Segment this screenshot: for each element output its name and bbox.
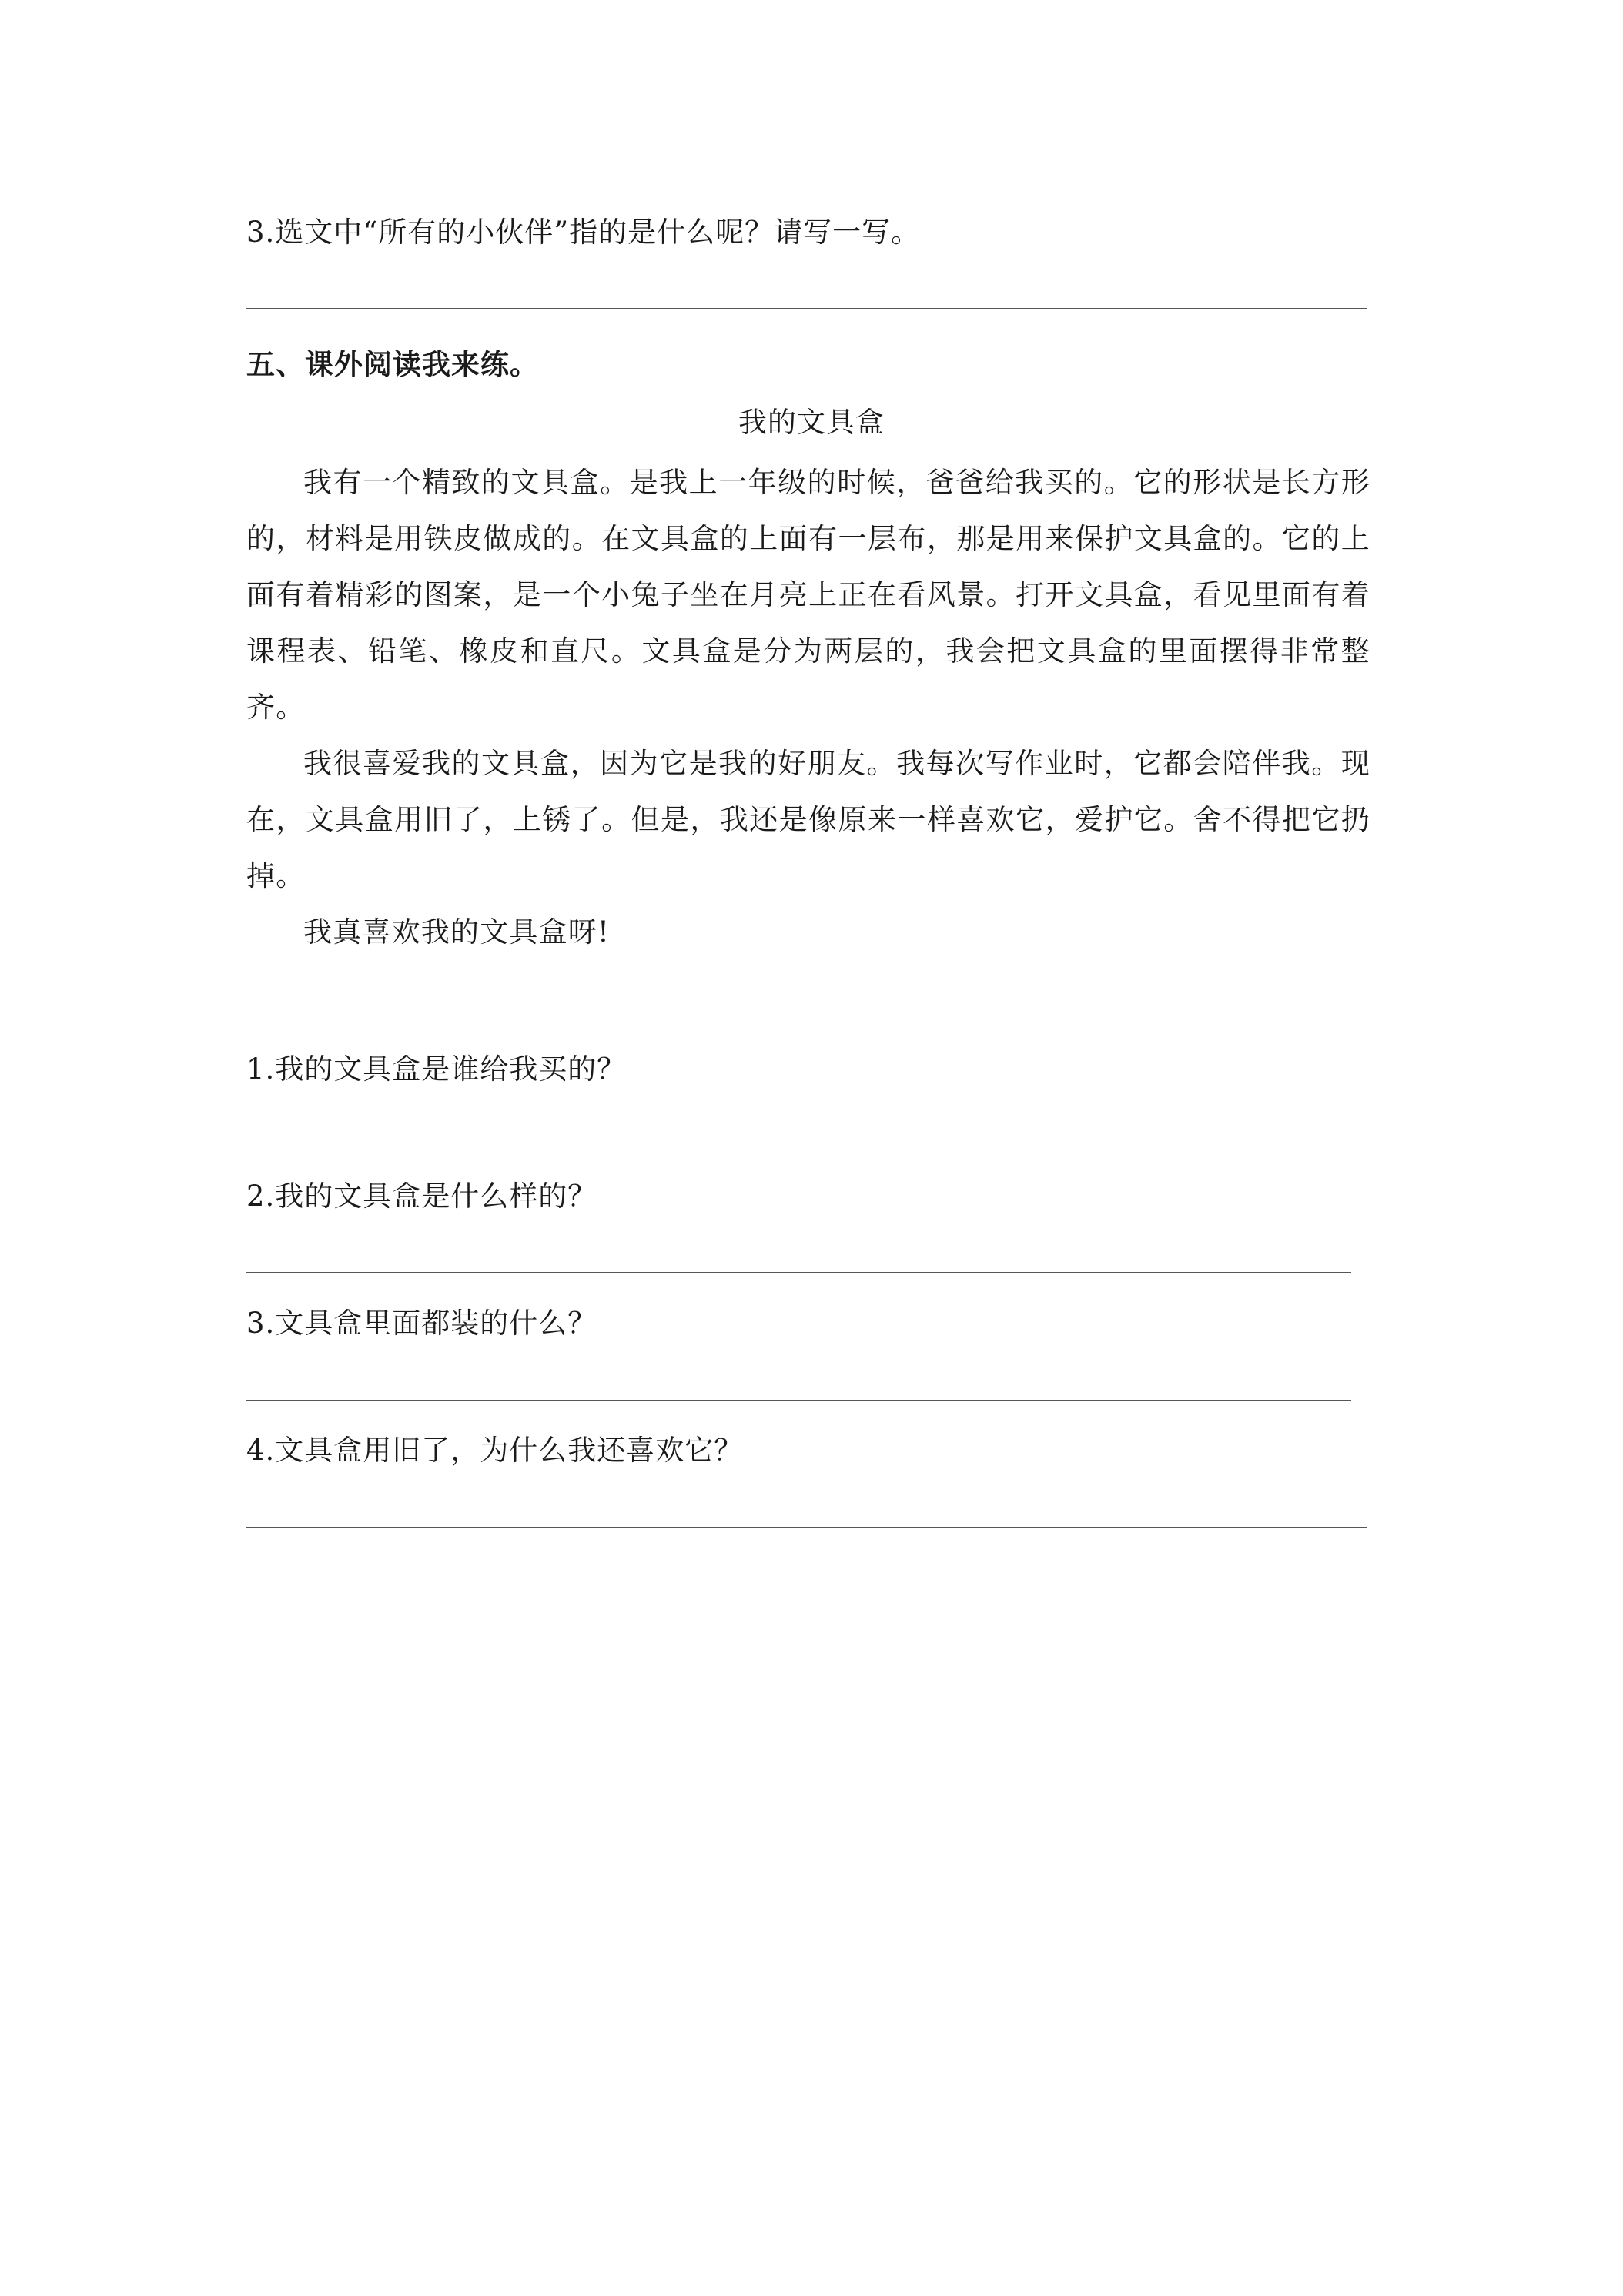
passage-paragraph-3: 我真喜欢我的文具盒呀! — [303, 915, 611, 949]
question-3: 3.文具盒里面都装的什么？ — [246, 1307, 597, 1340]
question-2: 2.我的文具盒是什么样的？ — [246, 1180, 597, 1213]
section-heading: 五、课外阅读我来练。 — [246, 348, 539, 381]
question-1: 1.我的文具盒是谁给我买的？ — [246, 1053, 627, 1086]
passage-title: 我的文具盒 — [738, 406, 885, 439]
answer-line-prev-q3[interactable] — [246, 308, 1367, 309]
answer-line-q2[interactable] — [246, 1272, 1351, 1273]
passage-paragraph-1: 我有一个精致的文具盒。是我上一年级的时候，爸爸给我买的。它的形状是长方形的，材料是用铁皮做成的。在文具盒的上面有一层布，那是用来保护文具盒的。它的上面有着精彩的图案，是一个小兔子坐在月亮上正在看风景。打开文具盒，看见里面有着课程表、铅笔、橡皮和直尺。文具盒是分为两层的，我会把文具盒的里面摆得非常整齐。 — [246, 466, 1370, 724]
question-4: 4.文具盒用旧了，为什么我还喜欢它？ — [246, 1434, 744, 1467]
passage-paragraph-2: 我很喜爱我的文具盒，因为它是我的好朋友。我每次写作业时，它都会陪伴我。现在，文具盒用旧了，上锈了。但是，我还是像原来一样喜欢它，爱护它。舍不得把它扔掉。 — [246, 747, 1370, 892]
reading-passage — [246, 454, 1370, 960]
answer-line-q4[interactable] — [246, 1527, 1367, 1528]
answer-line-q3[interactable] — [246, 1400, 1351, 1401]
prev-question-3: 3.选文中“所有的小伙伴”指的是什么呢？请写一写。 — [246, 216, 921, 249]
